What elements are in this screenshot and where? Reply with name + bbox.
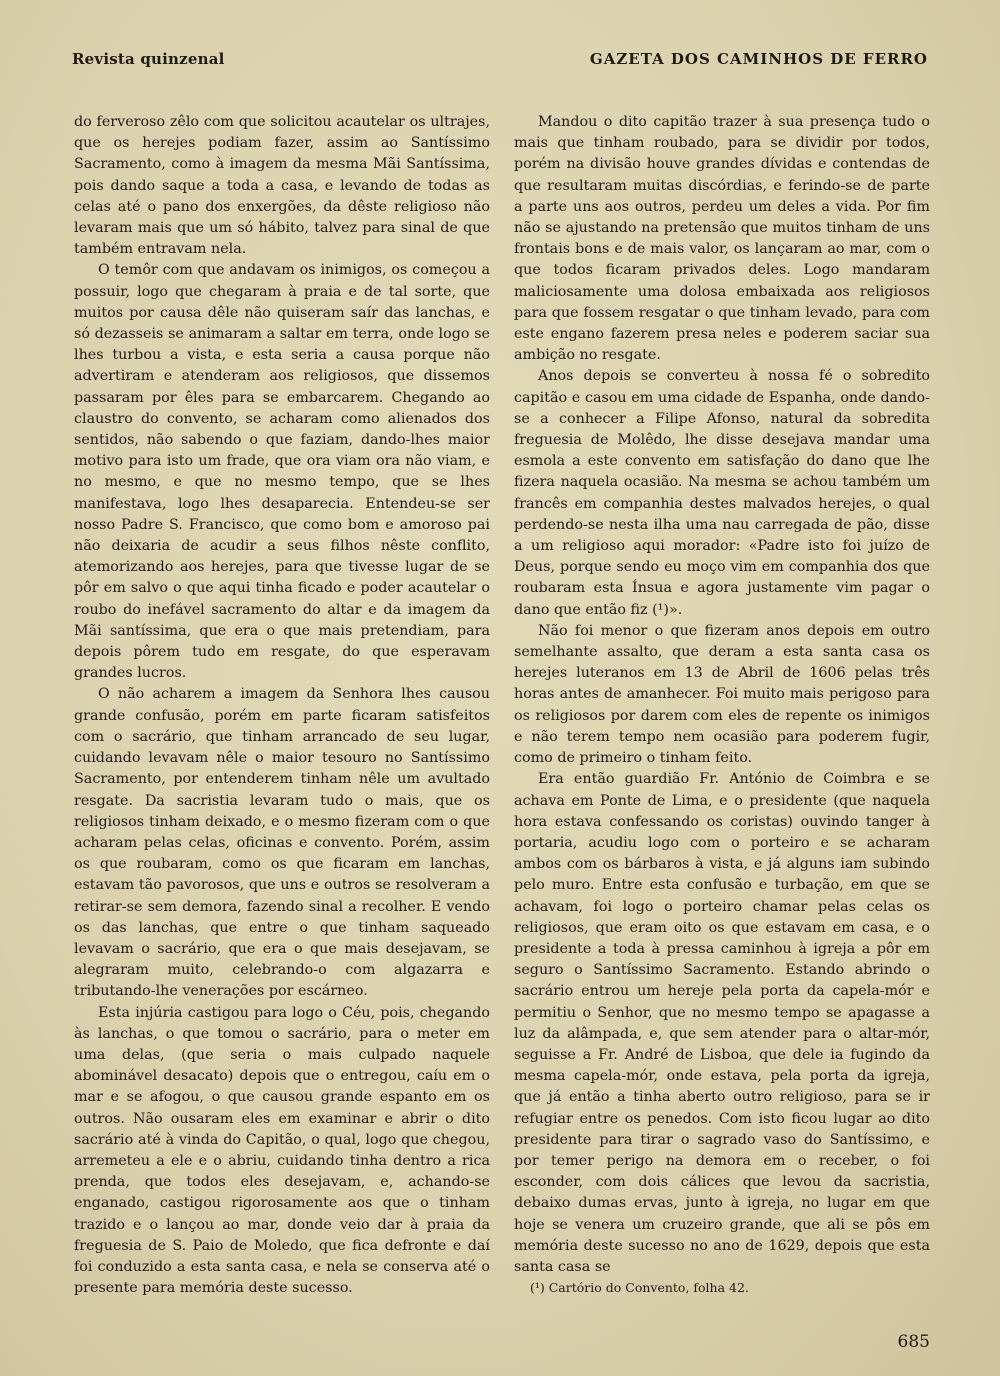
paragraph: Anos depois se converteu à nossa fé o sobredito capitão e casou em uma cidade de Espanha, onde dando-se a conhecer a Filipe Afonso, natural da sobredita freguesia de Molêdo, lhe disse desejava mandar uma esmola a este convento em satisfação do dano que lhe fizera naquela ocasião. Na mesma se achou também um francês em companhia destes malvados herejes, o qual perdendo-se nesta ilha uma nau carregada de pão, disse a um religioso aqui morador: «Padre isto foi juízo de Deus, porque sendo eu moço vim em companhia dos que roubaram esta Ínsua e agora justamente vim pagar o dano que então fiz (¹)». [514,368,930,618]
right-column [514,112,930,1278]
paragraph: Era então guardião Fr. António de Coimbra e se achava em Ponte de Lima, e o presidente (que naquela hora estava confessando os coristas) ouvindo tanger à portaria, acudiu logo com o porteiro e se acharam ambos com os bárbaros à vista, e já alguns iam subindo pelo muro. Entre esta confusão e turbação, em que se achavam, foi logo o porteiro chamar pelas celas os religiosos, que eram oito os que estavam em casa, e o presidente a toda à pressa caminhou à igreja a pôr em seguro o Santíssimo Sacramento. Estando abrindo o sacrário entrou um hereje pela porta da capela-mór e permitiu o Senhor, que no mesmo tempo se apagasse a luz da alâmpada, e, que sem atender para o altar-mór, seguisse a Fr. André de Lisboa, que dele ia fugindo da mesma capela-mór, onde estava, pela porta da igreja, que já então a tinha aberto outro religioso, para se ir refugiar entre os penedos. Com isto ficou lugar ao dito presidente para tirar o sagrado vaso do Santíssimo, e por temer perigo na demora em o receber, o foi esconder, com dois cálices que levou da sacristia, debaixo dumas ervas, junto à igreja, no lugar em que hoje se venera um cruzeiro grande, que ali se pôs em memória deste sucesso no ano de 1629, depois que esta santa casa se [514,771,930,1275]
paragraph: Esta injúria castigou para logo o Céu, pois, chegando às lanchas, o que tomou o sacrário, para o meter em uma delas, (que seria o mais culpado naquele abominável desacato) depois que o entregou, caíu em o mar e se afogou, o que causou grande espanto em os outros. Não ousaram eles em examinar e abrir o dito sacrário até à vinda do Capitão, o qual, logo que chegou, arremeteu a ele e o abriu, cuidando tinha dentro a rica prenda, que todos eles desejavam, e, achando-se enganado, castigou rigorosamente aos que o tinham trazido e o lançou ao mar, donde veio dar à praia da freguesia de S. Paio de Moledo, que fica defronte e daí foi conduzido a esta santa casa, e nela se conserva até o presente para memória deste sucesso. [74,1004,490,1297]
header-left-title: Revista quinzenal [72,50,225,68]
paragraph: Mandou o dito capitão trazer à sua presença tudo o mais que tinham roubado, para se dividir por todos, porém na divisão houve grandes dívidas e contendas de que resultaram muitas discórdias, e ferindo-se de parte a parte uns aos outros, perdeu um deles a vida. Por fim não se ajustando na pretensão que muitos tinham de uns frontais bons e de mais valor, os lançaram ao mar, com o que todos ficaram privados deles. Logo mandaram maliciosamente uma dolosa embaixada aos religiosos para que fossem resgatar o que tinham levado, para com este engano fazerem presa neles e poderem saciar sua ambição no resgate. [514,114,930,364]
paragraph: O temôr com que andavam os inimigos, os começou a possuir, logo que chegaram à praia e de tal sorte, que muitos por causa dêle não quiseram saír das lanchas, e só dezasseis se animaram a saltar em terra, onde logo se lhes turbou a vista, e esta seria a causa porque não advertiram e atenderam aos religiosos, que dissemos passaram por êles para se embarcarem. Chegando ao claustro do convento, se acharam como alienados dos sentidos, não sabendo o que faziam, dando-lhes maior motivo para isto um frade, que ora viam ora não viam, e no mesmo, e que no mesmo tempo, que se lhes manifestava, logo lhes desaparecia. Entendeu-se ser nosso Padre S. Francisco, que como bom e amoroso pai não deixaria de acudir a seus filhos nêste conflito, atemorizando aos herejes, para que tivesse lugar de se pôr em salvo o que aqui tinha ficado e poder acautelar o roubo do inefável sacramento do altar e da imagem da Mãi santíssima, que era o que mais pretendiam, para depois pôrem tudo em resgate, do que esperavam grandes lucros. [74,262,490,682]
paragraph: O não acharem a imagem da Senhora lhes causou grande confusão, porém em parte ficaram satisfeitos com o sacrário, que tinham arrancado de seu lugar, cuidando levavam nêle o maior tesouro no Santíssimo Sacramento, por entenderem tinham nêle um avultado resgate. Da sacristia levaram tudo o mais, que os religiosos tinham deixado, e o mesmo fizeram com o que acharam pelas celas, oficinas e convento. Porém, assim os que roubaram, como os que ficaram em lanchas, estavam tão pavorosos, que uns e outros se resolveram a retirar-se sem demora, fazendo sinal a recolher. E vendo os das lanchas, que entre o que tinham saqueado levavam o sacrário, que era o que mais desejavam, se alegraram muito, celebrando-o com algazarra e tributando-lhe venerações por escárneo. [74,686,490,1000]
paragraph: do ferveroso zêlo com que solicitou acautelar os ultrajes, que os herejes podiam fazer, assim ao Santíssimo Sacramento, como à imagem da mesma Mãi Santíssima, pois dando saque a toda a casa, e levando de todas as celas até o pano dos enxergões, da dêste religioso não levaram mais que um só hábito, talvez para sinal de que também entravam nela. [74,114,490,258]
left-column [74,112,490,1299]
running-header [72,50,928,74]
header-right-title: GAZETA DOS CAMINHOS DE FERRO [589,50,928,68]
paragraph: Não foi menor o que fizeram anos depois em outro semelhante assalto, que deram a esta santa casa os herejes luteranos em 13 de Abril de 1606 pelas três horas antes de amanhecer. Foi muito mais perigoso para os religiosos por darem com eles de repente os inimigos e não terem tempo nem ocasião para poderem fugir, como de primeiro o tinham feito. [514,622,930,767]
page-number: 685 [897,1332,930,1352]
footnote: (¹) Cartório do Convento, folha 42. [530,1280,749,1295]
